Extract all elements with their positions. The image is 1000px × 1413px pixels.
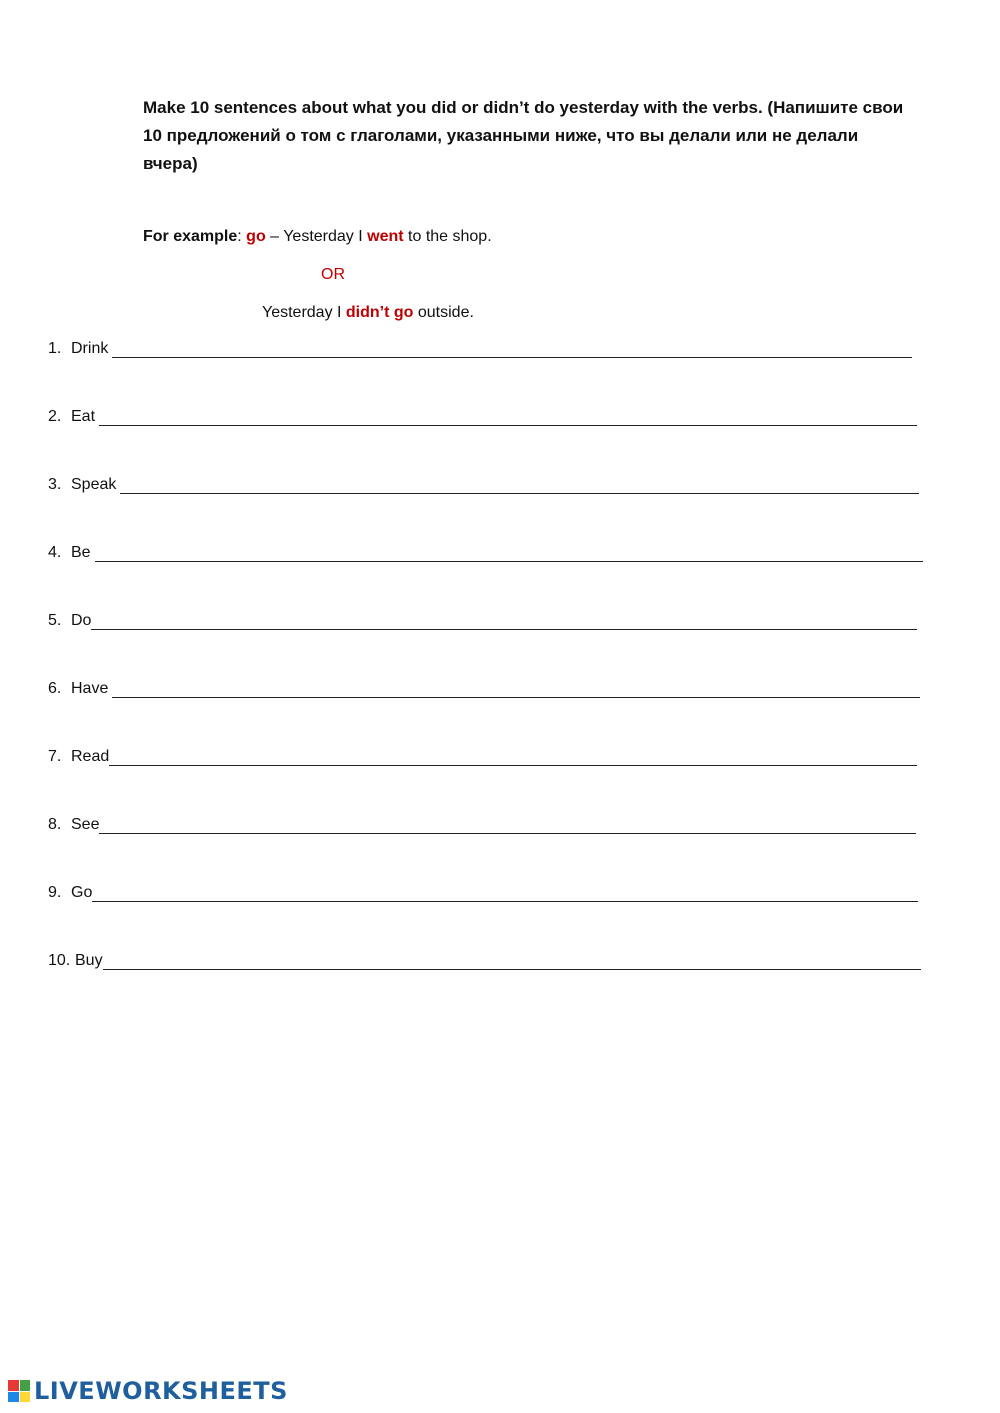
task-number: 5. (48, 612, 62, 629)
task-item (48, 950, 928, 1018)
task-item (48, 610, 928, 678)
task-verb: Speak (71, 476, 117, 493)
example-text-4: outside. (413, 304, 474, 321)
task-verb: Go (71, 884, 93, 901)
task-item (48, 678, 928, 746)
example-line-affirmative (143, 226, 492, 248)
answer-line[interactable] (99, 406, 917, 426)
task-verb: Do (71, 612, 92, 629)
answer-line[interactable] (95, 542, 923, 562)
example-negative-form: didn’t go (345, 304, 414, 321)
logo-text: LIVEWORKSHEETS (34, 1377, 288, 1405)
answer-line[interactable] (92, 882, 918, 902)
task-verb: Buy (75, 952, 103, 969)
answer-line[interactable] (120, 474, 919, 494)
task-number: 7. (48, 748, 62, 765)
task-number: 4. (48, 544, 62, 561)
task-item (48, 406, 928, 474)
example-text-2: to the shop. (403, 228, 492, 245)
task-number: 3. (48, 476, 62, 493)
liveworksheets-logo (8, 1377, 288, 1405)
task-item (48, 474, 928, 542)
answer-line[interactable] (112, 678, 920, 698)
example-or: OR (321, 266, 345, 283)
task-verb: Read (71, 748, 110, 765)
task-number: 10. (48, 952, 71, 969)
task-verb: Have (71, 680, 109, 697)
answer-line[interactable] (91, 610, 917, 630)
task-verb: See (71, 816, 100, 833)
task-number: 8. (48, 816, 62, 833)
task-item (48, 814, 928, 882)
task-item (48, 882, 928, 950)
logo-blocks-icon (8, 1380, 30, 1402)
task-verb: Be (71, 544, 91, 561)
task-verb: Drink (71, 340, 109, 357)
example-verb: go (246, 228, 266, 245)
answer-line[interactable] (99, 814, 916, 834)
example-text-1: – Yesterday I (265, 228, 368, 245)
task-item (48, 746, 928, 814)
answer-line[interactable] (109, 746, 917, 766)
task-item (48, 542, 928, 610)
example-line-negative (262, 302, 474, 324)
task-list (48, 338, 928, 1018)
answer-line[interactable] (103, 950, 921, 970)
task-verb: Eat (71, 408, 96, 425)
example-colon: : (237, 228, 242, 245)
task-number: 2. (48, 408, 62, 425)
example-past-form: went (367, 228, 404, 245)
task-item (48, 338, 928, 406)
example-label: For example (143, 228, 238, 245)
task-number: 9. (48, 884, 62, 901)
answer-line[interactable] (112, 338, 912, 358)
task-number: 6. (48, 680, 62, 697)
instructions: Make 10 sentences about what you did or didn’t do yesterday with the verbs. (Напишите свои 10 предложений о том с глаголами, указанными ниже, что вы делали или не делали вчера) (143, 98, 904, 173)
task-number: 1. (48, 340, 62, 357)
example-text-3: Yesterday I (262, 304, 346, 321)
